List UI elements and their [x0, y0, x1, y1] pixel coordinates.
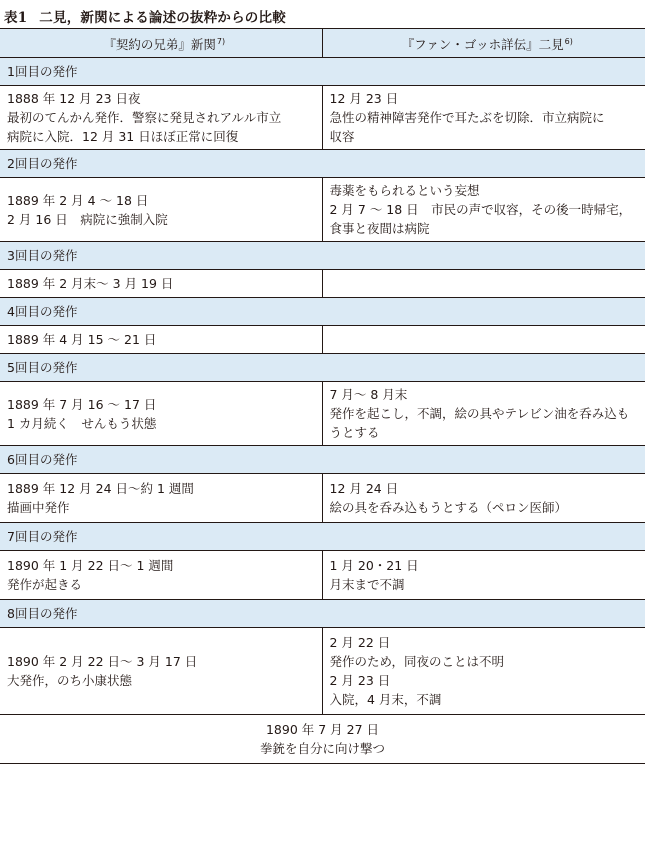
- attack-row: [0, 86, 645, 150]
- final-row: [0, 715, 645, 764]
- attack-row: [0, 474, 645, 523]
- cell-line: 描画中発作: [7, 500, 70, 515]
- cell-line: 発作を起こし，不調，絵の具やテレビン油を呑み込も: [329, 406, 630, 421]
- section-row: [0, 600, 645, 628]
- cell-line: 2 月 23 日: [329, 673, 391, 688]
- cell-line: 毒薬をもられるという妄想: [329, 183, 480, 198]
- comparison-table: [0, 28, 645, 764]
- section-title: 2回目の発作: [0, 150, 645, 178]
- section-title: 5回目の発作: [0, 354, 645, 382]
- attack-row: [0, 551, 645, 600]
- cell-line: 12 月 23 日: [329, 91, 399, 106]
- attack-row: [0, 628, 645, 715]
- niizeki-cell: [0, 178, 322, 242]
- cell-line: 2 月 22 日: [329, 635, 391, 650]
- column-header-ref: 6): [564, 37, 573, 46]
- cell-line: 1890 年 1 月 22 日～ 1 週間: [7, 558, 174, 573]
- niizeki-cell: [0, 628, 322, 715]
- section-row: [0, 58, 645, 86]
- section-title: 7回目の発作: [0, 523, 645, 551]
- cell-line: 入院，4 月末，不調: [329, 692, 442, 707]
- futami-cell: [322, 382, 645, 446]
- cell-line: 7 月～ 8 月末: [329, 387, 408, 402]
- cell-line: 1889 年 2 月 4 ～ 18 日: [7, 192, 149, 208]
- column-header-futami: [322, 29, 645, 58]
- cell-line: 発作が起きる: [7, 577, 83, 592]
- table-number: 表1: [4, 10, 28, 26]
- cell-line: 最初のてんかん発作．警察に発見されアルル市立: [7, 110, 282, 125]
- cell-line: 収容: [329, 129, 355, 144]
- niizeki-cell: [0, 474, 322, 523]
- table-caption: [4, 6, 286, 26]
- section-row: [0, 150, 645, 178]
- attack-row: [0, 270, 645, 298]
- cell-line: 2 月 7 ～ 18 日 市民の声で収容，その後一時帰宅，: [329, 202, 632, 217]
- cell-line: 発作のため，同夜のことは不明: [329, 654, 505, 669]
- futami-cell: [322, 178, 645, 242]
- cell-line: うとする: [329, 425, 380, 440]
- cell-line: 1889 年 7 月 16 ～ 17 日: [7, 396, 157, 412]
- cell-line: 食事と夜間は病院: [329, 221, 430, 236]
- column-header-ref: 7): [216, 37, 226, 46]
- futami-cell: [322, 628, 645, 715]
- cell-line: 1888 年 12 月 23 日夜: [7, 91, 141, 106]
- header-row: [0, 29, 645, 58]
- futami-cell: [322, 270, 645, 298]
- section-row: [0, 298, 645, 326]
- cell-line: 1889 年 4 月 15 ～ 21 日: [7, 332, 157, 347]
- attack-row: [0, 382, 645, 446]
- table-title: 二見，新関による論述の抜粋からの比較: [39, 10, 286, 26]
- cell-line: 1889 年 12 月 24 日～約 1 週間: [7, 481, 194, 496]
- section-title: 6回目の発作: [0, 446, 645, 474]
- cell-line: 急性の精神障害発作で耳たぶを切除．市立病院に: [329, 110, 605, 125]
- section-title: 8回目の発作: [0, 600, 645, 628]
- section-row: [0, 446, 645, 474]
- final-event-line: 1890 年 7 月 27 日: [265, 722, 380, 737]
- futami-cell: [322, 474, 645, 523]
- niizeki-cell: [0, 551, 322, 600]
- futami-cell: [322, 326, 645, 354]
- futami-cell: [322, 86, 645, 150]
- cell-line: 1889 年 2 月末～ 3 月 19 日: [7, 276, 174, 291]
- futami-cell: [322, 551, 645, 600]
- final-event-line: 拳銃を自分に向け撃つ: [259, 741, 385, 756]
- cell-line: 1 月 20・21 日: [329, 558, 419, 573]
- section-row: [0, 523, 645, 551]
- niizeki-cell: [0, 382, 322, 446]
- cell-line: 月末まで不調: [329, 577, 405, 592]
- section-title: 4回目の発作: [0, 298, 645, 326]
- niizeki-cell: [0, 326, 322, 354]
- cell-line: 病院に入院．12 月 31 日ほぼ正常に回復: [7, 129, 239, 144]
- final-event-cell: [0, 715, 645, 764]
- cell-line: 2 月 16 日 病院に強制入院: [7, 211, 168, 227]
- attack-row: [0, 326, 645, 354]
- cell-line: 大発作，のち小康状態: [7, 673, 133, 688]
- cell-line: 絵の具を呑み込もうとする（ペロン医師）: [329, 500, 568, 515]
- column-header-label: 『ファン・ゴッホ詳伝』二見: [401, 37, 564, 52]
- niizeki-cell: [0, 270, 322, 298]
- cell-line: 12 月 24 日: [329, 481, 399, 496]
- cell-line: 1 カ月続く せんもう状態: [7, 415, 157, 431]
- attack-row: [0, 178, 645, 242]
- table-body: [0, 58, 645, 764]
- section-row: [0, 354, 645, 382]
- section-title: 1回目の発作: [0, 58, 645, 86]
- column-header-label: 『契約の兄弟』新関: [103, 37, 216, 52]
- section-row: [0, 242, 645, 270]
- section-title: 3回目の発作: [0, 242, 645, 270]
- column-header-niizeki: [0, 29, 322, 58]
- cell-line: 1890 年 2 月 22 日～ 3 月 17 日: [7, 654, 198, 669]
- niizeki-cell: [0, 86, 322, 150]
